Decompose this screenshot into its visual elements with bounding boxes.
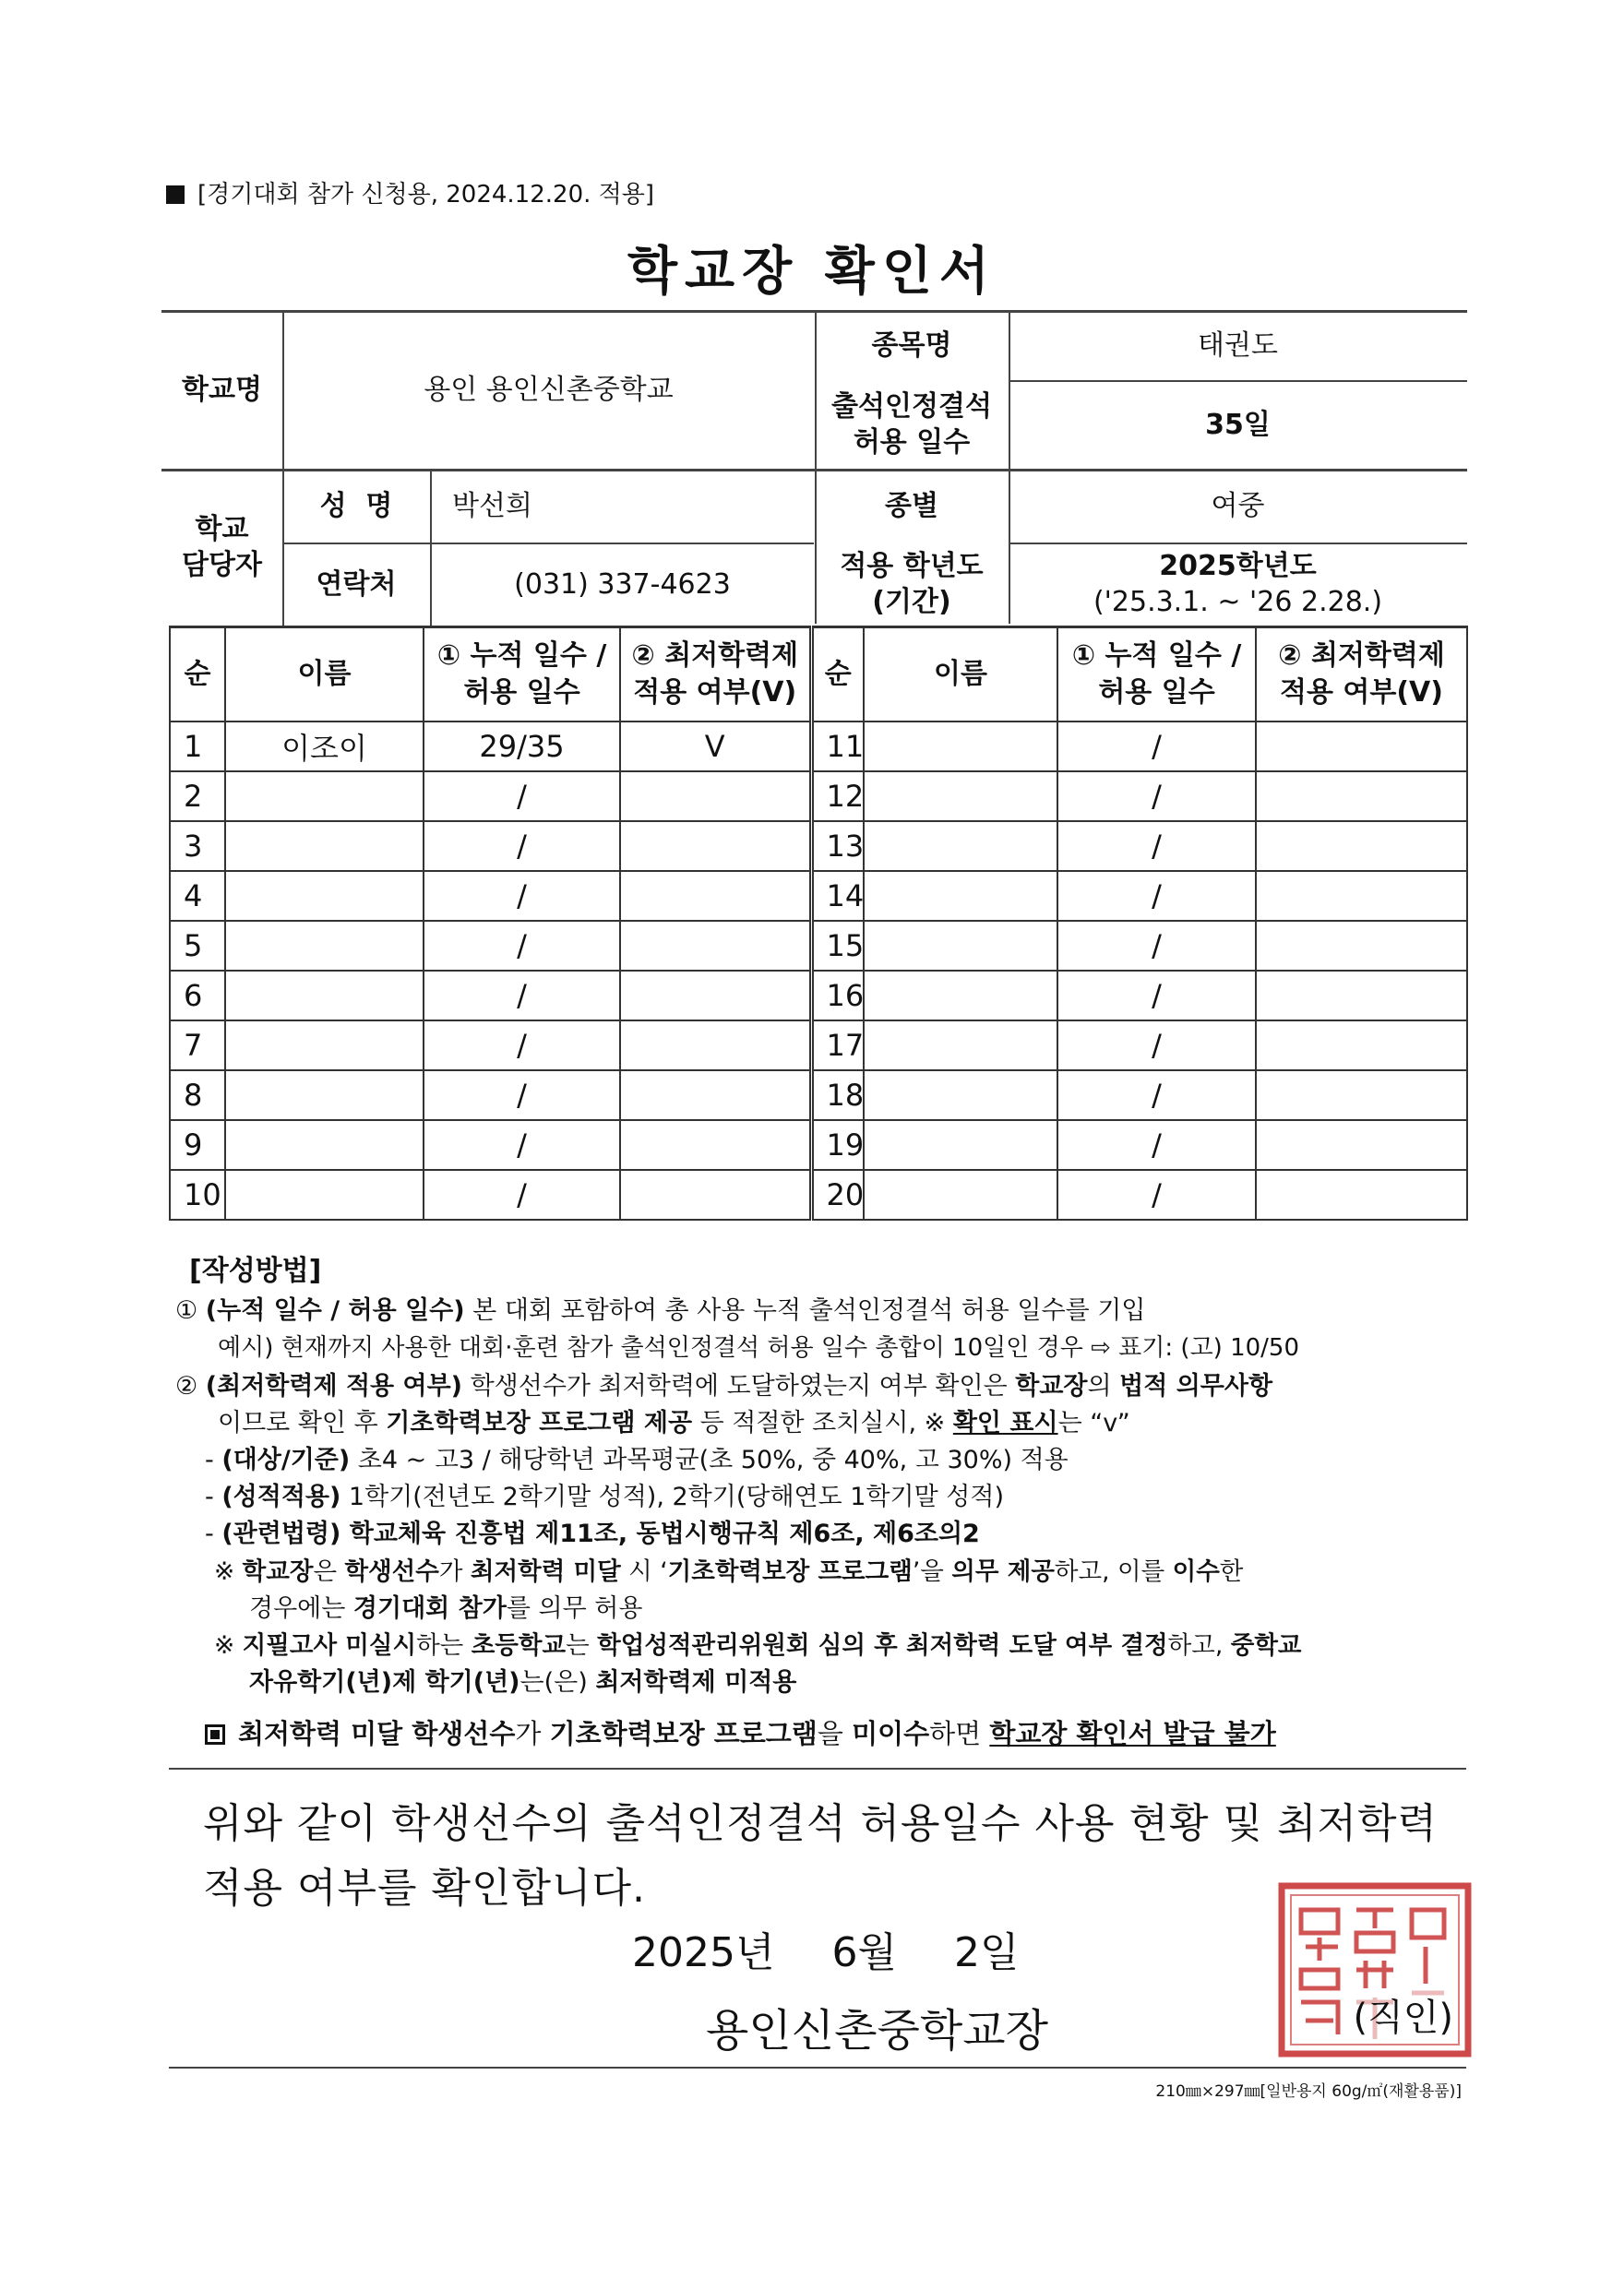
instruction-term: 확인 표시 [952,1409,1058,1437]
instruction-text: 는 [566,1631,598,1660]
instruction-term: (관련법령) 학교체육 진흥법 제11조, 동법시행규칙 제6조, 제6조의2 [221,1520,980,1548]
instruction-line-12 [205,1718,1276,1750]
min-check-cell [1256,1070,1467,1120]
student-name [225,1020,424,1070]
days-cell: / [1057,871,1256,921]
min-header [1256,627,1467,722]
row-number: 2 [170,771,225,821]
student-name [864,722,1057,771]
date-year: 2025년 [632,1929,775,1976]
instruction-term: 학업성적관리위원회 심의 후 최저학력 도달 여부 결정 [597,1631,1168,1660]
instruction-line-2: 예시) 현재까지 사용한 대회·훈련 참가 출석인정결석 허용 일수 총합이 10일인 경우 ⇨ 표기: (고) 10/50 [218,1334,1300,1362]
days-cell: / [1057,1120,1256,1170]
instruction-term: 최저학력제 미적용 [595,1668,797,1697]
table-row [170,971,1467,1020]
days-cell: / [424,1120,620,1170]
min-check-cell [620,1020,811,1070]
year-value-1: 2025학년도 [1159,550,1317,582]
days-header-2: 허용 일수 [1098,676,1215,709]
min-check-cell [620,821,811,871]
days-cell: 29/35 [424,722,620,771]
instruction-text: ’을 [912,1557,952,1586]
manager-label-2: 담당자 [182,549,262,581]
instruction-line-9 [249,1594,642,1624]
min-check-cell [1256,821,1467,871]
instruction-term: 학교장 [1015,1372,1088,1401]
days-cell: / [424,971,620,1020]
instruction-text: 가 [438,1557,471,1586]
min-check-cell [620,971,811,1020]
days-header-1: ① 누적 일수 / [436,638,607,672]
days-cell: / [1057,921,1256,971]
min-header-2: 적용 여부(V) [1279,676,1443,709]
days-header-1: ① 누적 일수 / [1071,638,1242,672]
year-label [815,543,1009,626]
instruction-term: (성적적용) [221,1483,341,1511]
instruction-line-8 [214,1557,1243,1587]
min-check-cell: V [620,722,811,771]
instruction-text: 1학기(전년도 2학기말 성적), 2학기(당해연도 1학기말 성적) [340,1483,1004,1511]
days-header-2: 허용 일수 [463,676,580,709]
row-number: 6 [170,971,225,1020]
student-name [225,771,424,821]
table-row [170,1070,1467,1120]
table-row [170,722,1467,771]
instruction-term: 법적 의무사항 [1119,1372,1273,1401]
instruction-line-3 [175,1372,1272,1401]
school-value: 용인 용인신촌중학교 [424,373,674,406]
student-name [864,1170,1057,1220]
category-value: 여중 [1211,489,1265,522]
days-cell: / [424,1070,620,1120]
min-check-cell [620,1070,811,1120]
min-check-cell [620,1120,811,1170]
days-cell: / [1057,1070,1256,1120]
instruction-line-10 [214,1631,1302,1661]
instruction-line-4 [218,1409,1130,1438]
instruction-term: 경기대회 참가 [352,1594,507,1623]
days-cell: / [1057,722,1256,771]
name-value: 박선희 [452,489,532,522]
row-number: 1 [170,722,225,771]
table-row [170,921,1467,971]
instruction-line-5 [205,1446,1069,1475]
name-label: 성 명 [319,489,393,522]
year-value-2: ('25.3.1. ~ '26 2.28.) [1093,586,1383,618]
min-check-cell [620,871,811,921]
instruction-text: 경우에는 [249,1594,353,1623]
category-label: 종별 [885,489,938,522]
days-cell: / [424,871,620,921]
days-cell: / [1057,771,1256,821]
school-label: 학교명 [182,373,262,406]
row-number: 15 [811,921,864,971]
row-number: 18 [811,1070,864,1120]
row-number: 19 [811,1120,864,1170]
table-row [170,1020,1467,1070]
dash-bullet: - [205,1483,222,1511]
student-name [864,1120,1057,1170]
days-header [424,627,620,722]
instruction-term: 중학교 [1230,1631,1302,1660]
min-check-cell [620,1170,811,1220]
allowed-days-label-2: 허용 일수 [853,426,971,459]
divider [169,2067,1466,2069]
year-label-2: (기간) [872,586,951,618]
min-check-cell [620,921,811,971]
instruction-text: 이므로 확인 후 [218,1409,387,1437]
instruction-term: (대상/기준) [221,1446,351,1474]
allowed-days-value: 35일 [1205,408,1271,441]
min-check-cell [1256,1170,1467,1220]
paper-size-note: 210㎜×297㎜[일반용지 60g/㎡(재활용품)] [1155,2082,1462,2101]
row-number: 13 [811,821,864,871]
year-value [1009,543,1467,626]
student-name [864,821,1057,871]
min-check-cell [1256,1020,1467,1070]
circle-number-2: ② [175,1372,206,1401]
contact-label: 연락처 [316,567,397,601]
days-cell: / [424,771,620,821]
min-header-1: ② 최저학력제 [631,638,799,672]
instruction-text: 는 “v” [1057,1409,1130,1437]
student-name [225,1120,424,1170]
name-header: 이름 [225,627,424,722]
reference-mark: ※ [214,1631,243,1660]
sport-label: 종목명 [871,328,952,362]
document-title: 학교장 확인서 [627,242,997,302]
allowed-days-label [815,380,1009,469]
row-number: 11 [811,722,864,771]
instruction-term: 자유학기(년)제 학기(년) [249,1668,520,1697]
name-header: 이름 [864,627,1057,722]
student-name [225,1170,424,1220]
student-name [864,1070,1057,1120]
instruction-term: 학생선수 [344,1557,439,1586]
roster-header-row [170,627,1467,722]
instruction-term: 의무 제공 [951,1557,1055,1586]
student-name [225,821,424,871]
manager-label-1: 학교 [195,513,249,545]
confirmation-line-1: 위와 같이 학생선수의 출석인정결석 허용일수 사용 현황 및 최저학력 [203,1800,1438,1847]
instruction-text: 가 [515,1718,550,1749]
student-name: 이조이 [225,722,424,771]
min-check-cell [1256,1120,1467,1170]
instruction-term: (최저학력제 적용 여부) [205,1372,463,1401]
student-name [864,971,1057,1020]
dash-bullet: - [205,1446,222,1474]
student-name [864,871,1057,921]
instructions-title: [작성방법] [189,1255,322,1287]
days-cell: / [1057,821,1256,871]
instruction-term: 기초학력보장 프로그램 [667,1557,913,1586]
min-check-cell [1256,921,1467,971]
instruction-text: 하는 [416,1631,472,1660]
min-header-2: 적용 여부(V) [633,676,797,709]
instruction-text: 학생선수가 최저학력에 도달하였는지 여부 확인은 [462,1372,1016,1401]
table-row [170,1170,1467,1220]
dash-bullet: - [205,1520,222,1548]
allowed-days-label-1: 출석인정결석 [831,390,992,423]
instruction-text: 를 의무 허용 [506,1594,643,1623]
instruction-line-7 [205,1520,980,1549]
seal-mark: (직인) [1354,1988,1454,2041]
table-row [170,871,1467,921]
row-number: 3 [170,821,225,871]
days-cell: / [1057,1170,1256,1220]
contact-value: (031) 337-4623 [514,567,731,601]
row-number: 5 [170,921,225,971]
min-check-cell [1256,771,1467,821]
days-cell: / [424,1020,620,1070]
instruction-line-6 [205,1483,1004,1512]
student-name [225,971,424,1020]
confirmation-line-2: 적용 여부를 확인합니다. [203,1865,646,1913]
school-seal [1278,1882,1472,2057]
days-cell: / [424,1170,620,1220]
instruction-text: 하고, [1167,1631,1231,1660]
days-cell: / [1057,1020,1256,1070]
min-header-1: ② 최저학력제 [1278,638,1445,672]
instruction-text: 하면 [929,1718,990,1749]
header-note [166,175,654,209]
instruction-text: 는(은) [519,1668,596,1697]
instruction-text: 의 [1087,1372,1120,1401]
row-number: 4 [170,871,225,921]
instruction-term: 최저학력 미달 학생선수 [238,1718,516,1749]
table-row [170,771,1467,821]
table-row [170,1120,1467,1170]
instruction-term: 기초학력보장 프로그램 제공 [386,1409,693,1437]
instruction-term: 학교장 [242,1557,314,1586]
instruction-line-11 [249,1668,796,1698]
principal-name: 용인신촌중학교장 [706,2005,1048,2057]
manager-label [161,469,282,626]
date-month: 6월 [831,1929,897,1976]
date-day: 2일 [953,1929,1020,1976]
days-cell: / [424,921,620,971]
row-number: 17 [811,1020,864,1070]
row-number: 12 [811,771,864,821]
row-number: 14 [811,871,864,921]
issue-date [632,1919,1076,1978]
student-name [864,921,1057,971]
days-cell: / [1057,971,1256,1020]
instruction-text: 본 대회 포함하여 총 사용 누적 출석인정결석 허용 일수를 기입 [464,1296,1146,1325]
row-number: 10 [170,1170,225,1220]
header-note-text: [경기대회 참가 신청용, 2024.12.20. 적용] [197,181,655,209]
sport-value: 태권도 [1198,328,1278,362]
no-header: 순 [811,627,864,722]
min-header [620,627,811,722]
instruction-term: 초등학교 [471,1631,567,1660]
instruction-term: 미이수 [852,1718,930,1749]
instruction-text: 을 [817,1718,853,1749]
days-header [1057,627,1256,722]
student-name [864,771,1057,821]
instruction-term: 지필고사 미실시 [242,1631,417,1660]
row-number: 9 [170,1120,225,1170]
table-row [170,821,1467,871]
days-cell: / [424,821,620,871]
row-number: 16 [811,971,864,1020]
square-bullet-icon [166,185,185,204]
instruction-text: 하고, 이를 [1054,1557,1173,1586]
confirmation-text [203,1792,1438,1922]
roster-table [169,626,1468,1221]
circle-number-1: ① [175,1296,206,1325]
reference-mark: ※ [214,1557,243,1586]
warning-box-icon [205,1724,225,1745]
instruction-text: 한 [1219,1557,1244,1586]
row-number: 8 [170,1070,225,1120]
student-name [225,921,424,971]
instruction-text: 등 적절한 조치실시, ※ [692,1409,953,1437]
instruction-line-1 [175,1296,1145,1326]
student-name [864,1020,1057,1070]
no-header: 순 [170,627,225,722]
instruction-term: 최저학력 미달 [470,1557,621,1586]
min-check-cell [1256,971,1467,1020]
instruction-text: 초4 ~ 고3 / 해당학년 과목평균(초 50%, 중 40%, 고 30%) 적용 [350,1446,1069,1474]
row-number: 20 [811,1170,864,1220]
student-name [225,1070,424,1120]
instruction-term: (누적 일수 / 허용 일수) [205,1296,465,1325]
instruction-term: 기초학력보장 프로그램 [549,1718,818,1749]
row-number: 7 [170,1020,225,1070]
student-name [225,871,424,921]
instruction-term: 학교장 확인서 발급 불가 [989,1718,1276,1749]
min-check-cell [620,771,811,821]
instruction-term: 이수 [1172,1557,1220,1586]
min-check-cell [1256,871,1467,921]
divider [169,1768,1466,1770]
year-label-1: 적용 학년도 [840,550,984,582]
instruction-text: 은 [313,1557,345,1586]
instruction-text: 시 ‘ [620,1557,668,1586]
min-check-cell [1256,722,1467,771]
